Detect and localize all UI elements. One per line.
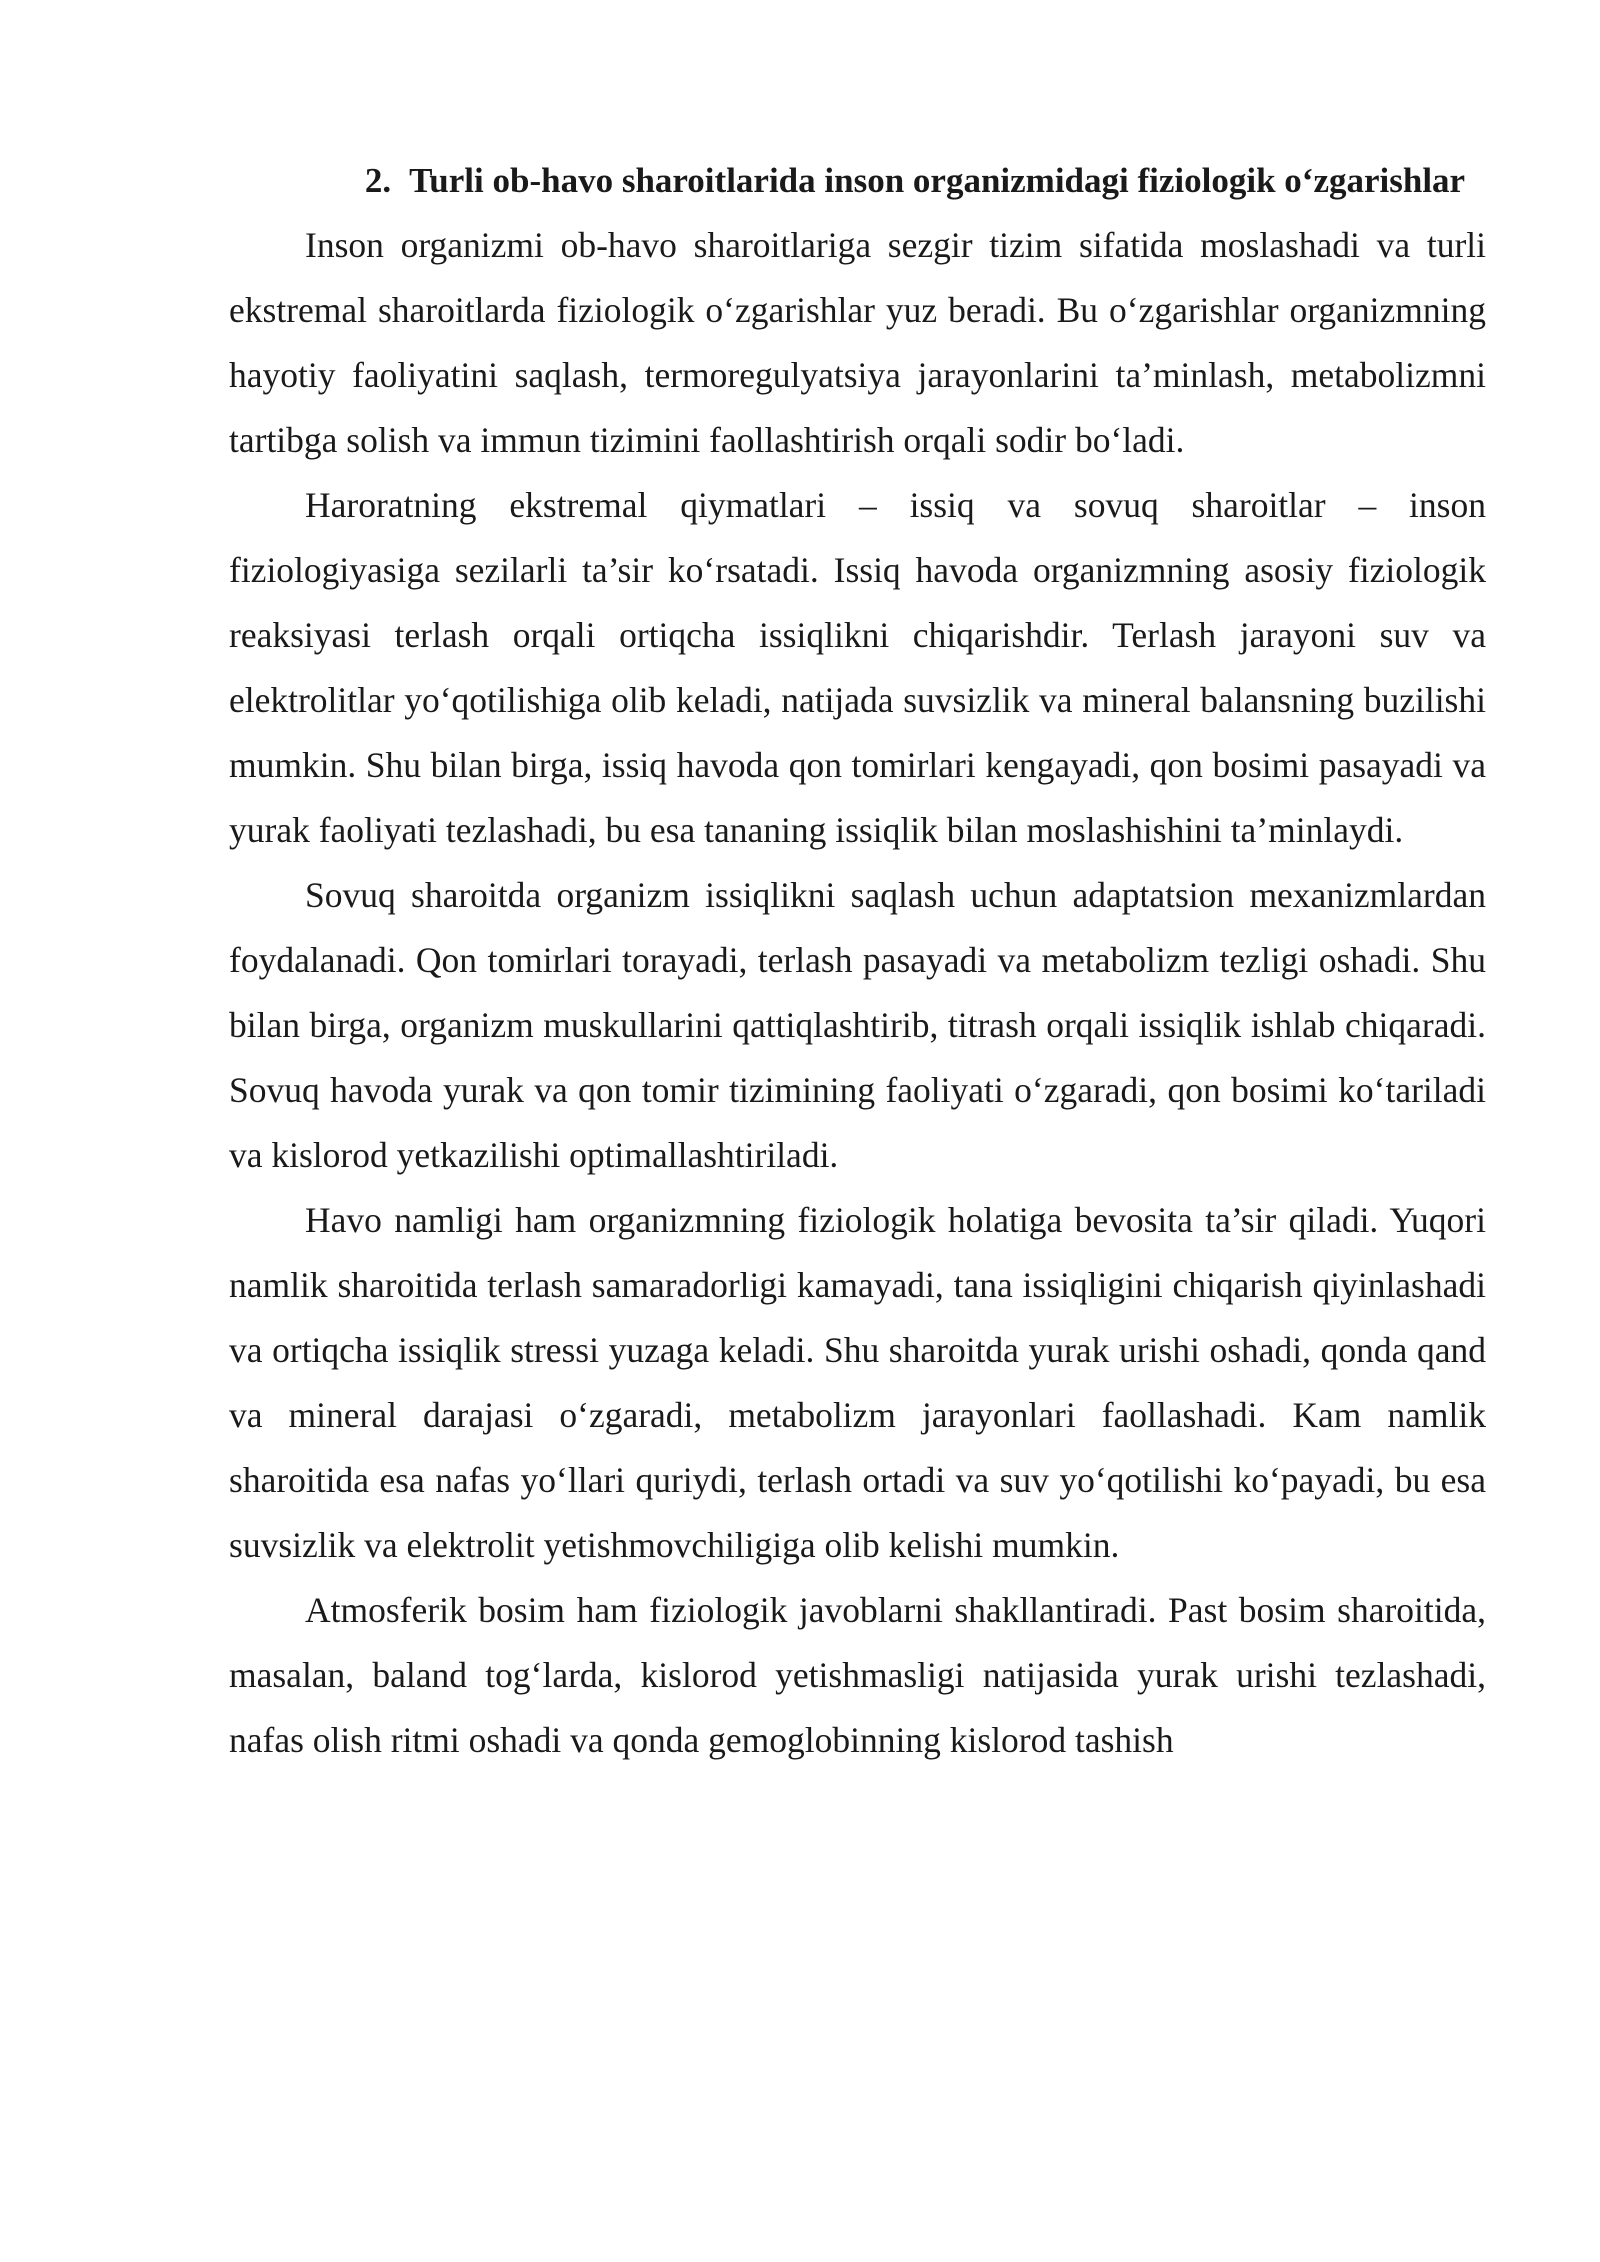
paragraph-temperature: Haroratning ekstremal qiymatlari – issiq va sovuq sharoitlar – inson fiziologiyasiga sezilarli ta’sir ko‘rsatadi. Issiq havoda organizmning asosiy fiziologik reaksiyasi terlash orqali ortiqcha issiqlikni chiqarishdir. Terlash jarayoni suv va elektrolitlar yo‘qotilishiga olib keladi, natijada suvsizlik va mineral balansning buzilishi mumkin. Shu bilan birga, issiq havoda qon tomirlari kengayadi, qon bosimi pasayadi va yurak faoliyati tezlashadi, bu esa tananing issiqlik bilan moslashishini ta’minlaydi. [229, 485, 1486, 850]
paragraph-cold: Sovuq sharoitda organizm issiqlikni saqlash uchun adaptatsion mexanizmlardan foydalanadi. Qon tomirlari torayadi, terlash pasayadi va metabolizm tezligi oshadi. Shu bilan birga, organizm muskullarini qattiqlashtirib, titrash orqali issiqlik ishlab chiqaradi. Sovuq havoda yurak va qon tomir tizimining faoliyati o‘zgaradi, qon bosimi ko‘tariladi va kislorod yetkazilishi optimallashtiriladi. [229, 875, 1486, 1175]
paragraph-pressure: Atmosferik bosim ham fiziologik javoblarni shakllantiradi. Past bosim sharoitida, masalan, baland tog‘larda, kislorod yetishmasligi natijasida yurak urishi tezlashadi, nafas olish ritmi oshadi va qonda gemoglobinning kislorod tashish [229, 1590, 1486, 1760]
paragraph-humidity: Havo namligi ham organizmning fiziologik holatiga bevosita ta’sir qiladi. Yuqori namlik sharoitida terlash samaradorligi kamayadi, tana issiqligini chiqarish qiyinlashadi va ortiqcha issiqlik stressi yuzaga keladi. Shu sharoitda yurak urishi oshadi, qonda qand va mineral darajasi o‘zgaradi, metabolizm jarayonlari faollashadi. Kam namlik sharoitida esa nafas yo‘llari quriydi, terlash ortadi va suv yo‘qotilishi ko‘payadi, bu esa suvsizlik va elektrolit yetishmovchiligiga olib kelishi mumkin. [229, 1200, 1486, 1565]
section-title: Turli ob-havo sharoitlarida inson organizmidagi fiziologik o‘zgarishlar [409, 161, 1466, 200]
paragraph-intro: Inson organizmi ob-havo sharoitlariga sezgir tizim sifatida moslashadi va turli ekstremal sharoitlarda fiziologik o‘zgarishlar yuz beradi. Bu o‘zgarishlar organizmning hayotiy faoliyatini saqlash, termoregulyatsiya jarayonlarini ta’minlash, metabolizmni tartibga solish va immun tizimini faollashtirish orqali sodir bo‘ladi. [229, 225, 1486, 460]
document-page [229, 148, 1486, 1773]
section-heading [229, 148, 1486, 213]
section-number: 2. [364, 161, 392, 200]
